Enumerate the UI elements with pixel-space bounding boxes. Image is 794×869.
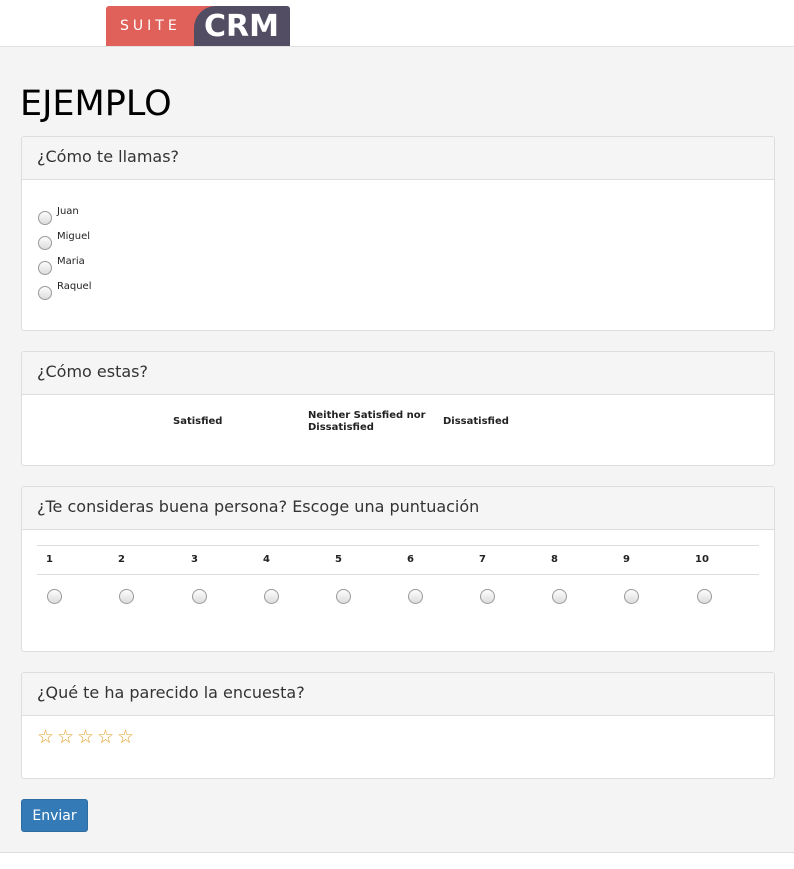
score-header: 2 bbox=[118, 554, 125, 565]
page-title: EJEMPLO bbox=[20, 84, 172, 124]
option-label: Miguel bbox=[57, 231, 91, 242]
star-icon-5[interactable]: ☆ bbox=[117, 726, 135, 748]
score-header: 7 bbox=[479, 554, 486, 565]
score-header: 8 bbox=[551, 554, 558, 565]
radio-score-10[interactable] bbox=[697, 589, 712, 604]
radio-miguel[interactable] bbox=[38, 236, 52, 250]
radio-score-4[interactable] bbox=[264, 589, 279, 604]
question-title: ¿Te consideras buena persona? Escoge una puntuación bbox=[37, 497, 480, 516]
option-label: Maria bbox=[57, 256, 85, 267]
radio-score-3[interactable] bbox=[192, 589, 207, 604]
question-heading bbox=[22, 352, 774, 395]
question-heading bbox=[22, 137, 774, 180]
radio-score-7[interactable] bbox=[480, 589, 495, 604]
star-icon-1[interactable]: ☆ bbox=[37, 726, 55, 748]
logo-suite-text: SUITE bbox=[120, 18, 181, 34]
radio-score-6[interactable] bbox=[408, 589, 423, 604]
radio-score-5[interactable] bbox=[336, 589, 351, 604]
star-icon-3[interactable]: ☆ bbox=[77, 726, 95, 748]
suitecrm-logo[interactable] bbox=[106, 6, 290, 46]
radio-score-1[interactable] bbox=[47, 589, 62, 604]
question-panel-score bbox=[21, 486, 775, 652]
option-label: Juan bbox=[57, 206, 79, 217]
radio-score-2[interactable] bbox=[119, 589, 134, 604]
table-divider bbox=[37, 545, 759, 546]
radio-juan[interactable] bbox=[38, 211, 52, 225]
star-icon-4[interactable]: ☆ bbox=[97, 726, 115, 748]
question-title: ¿Cómo estas? bbox=[37, 362, 148, 381]
question-panel-rating bbox=[21, 672, 775, 779]
question-heading bbox=[22, 673, 774, 716]
radio-score-9[interactable] bbox=[624, 589, 639, 604]
star-icon-2[interactable]: ☆ bbox=[57, 726, 75, 748]
score-header: 5 bbox=[335, 554, 342, 565]
score-header: 1 bbox=[46, 554, 53, 565]
top-bar bbox=[0, 0, 794, 47]
likert-column-header: Satisfied bbox=[173, 416, 223, 427]
score-header: 3 bbox=[191, 554, 198, 565]
score-header: 4 bbox=[263, 554, 270, 565]
score-header: 10 bbox=[695, 554, 709, 565]
logo-crm-text: CRM bbox=[204, 9, 279, 44]
option-label: Raquel bbox=[57, 281, 92, 292]
radio-score-8[interactable] bbox=[552, 589, 567, 604]
question-heading bbox=[22, 487, 774, 530]
submit-button[interactable]: Enviar bbox=[21, 799, 88, 832]
star-rating bbox=[22, 716, 222, 756]
footer bbox=[0, 853, 794, 869]
question-panel-mood bbox=[21, 351, 775, 466]
likert-column-header: Dissatisfied bbox=[443, 416, 509, 427]
score-header: 9 bbox=[623, 554, 630, 565]
score-header: 6 bbox=[407, 554, 414, 565]
question-title: ¿Cómo te llamas? bbox=[37, 147, 180, 166]
table-divider bbox=[37, 574, 759, 575]
radio-raquel[interactable] bbox=[38, 286, 52, 300]
score-table bbox=[22, 530, 774, 650]
likert-column-header: Neither Satisfied nor Dissatisfied bbox=[308, 410, 426, 433]
radio-maria[interactable] bbox=[38, 261, 52, 275]
question-panel-name bbox=[21, 136, 775, 331]
question-title: ¿Qué te ha parecido la encuesta? bbox=[37, 683, 305, 702]
